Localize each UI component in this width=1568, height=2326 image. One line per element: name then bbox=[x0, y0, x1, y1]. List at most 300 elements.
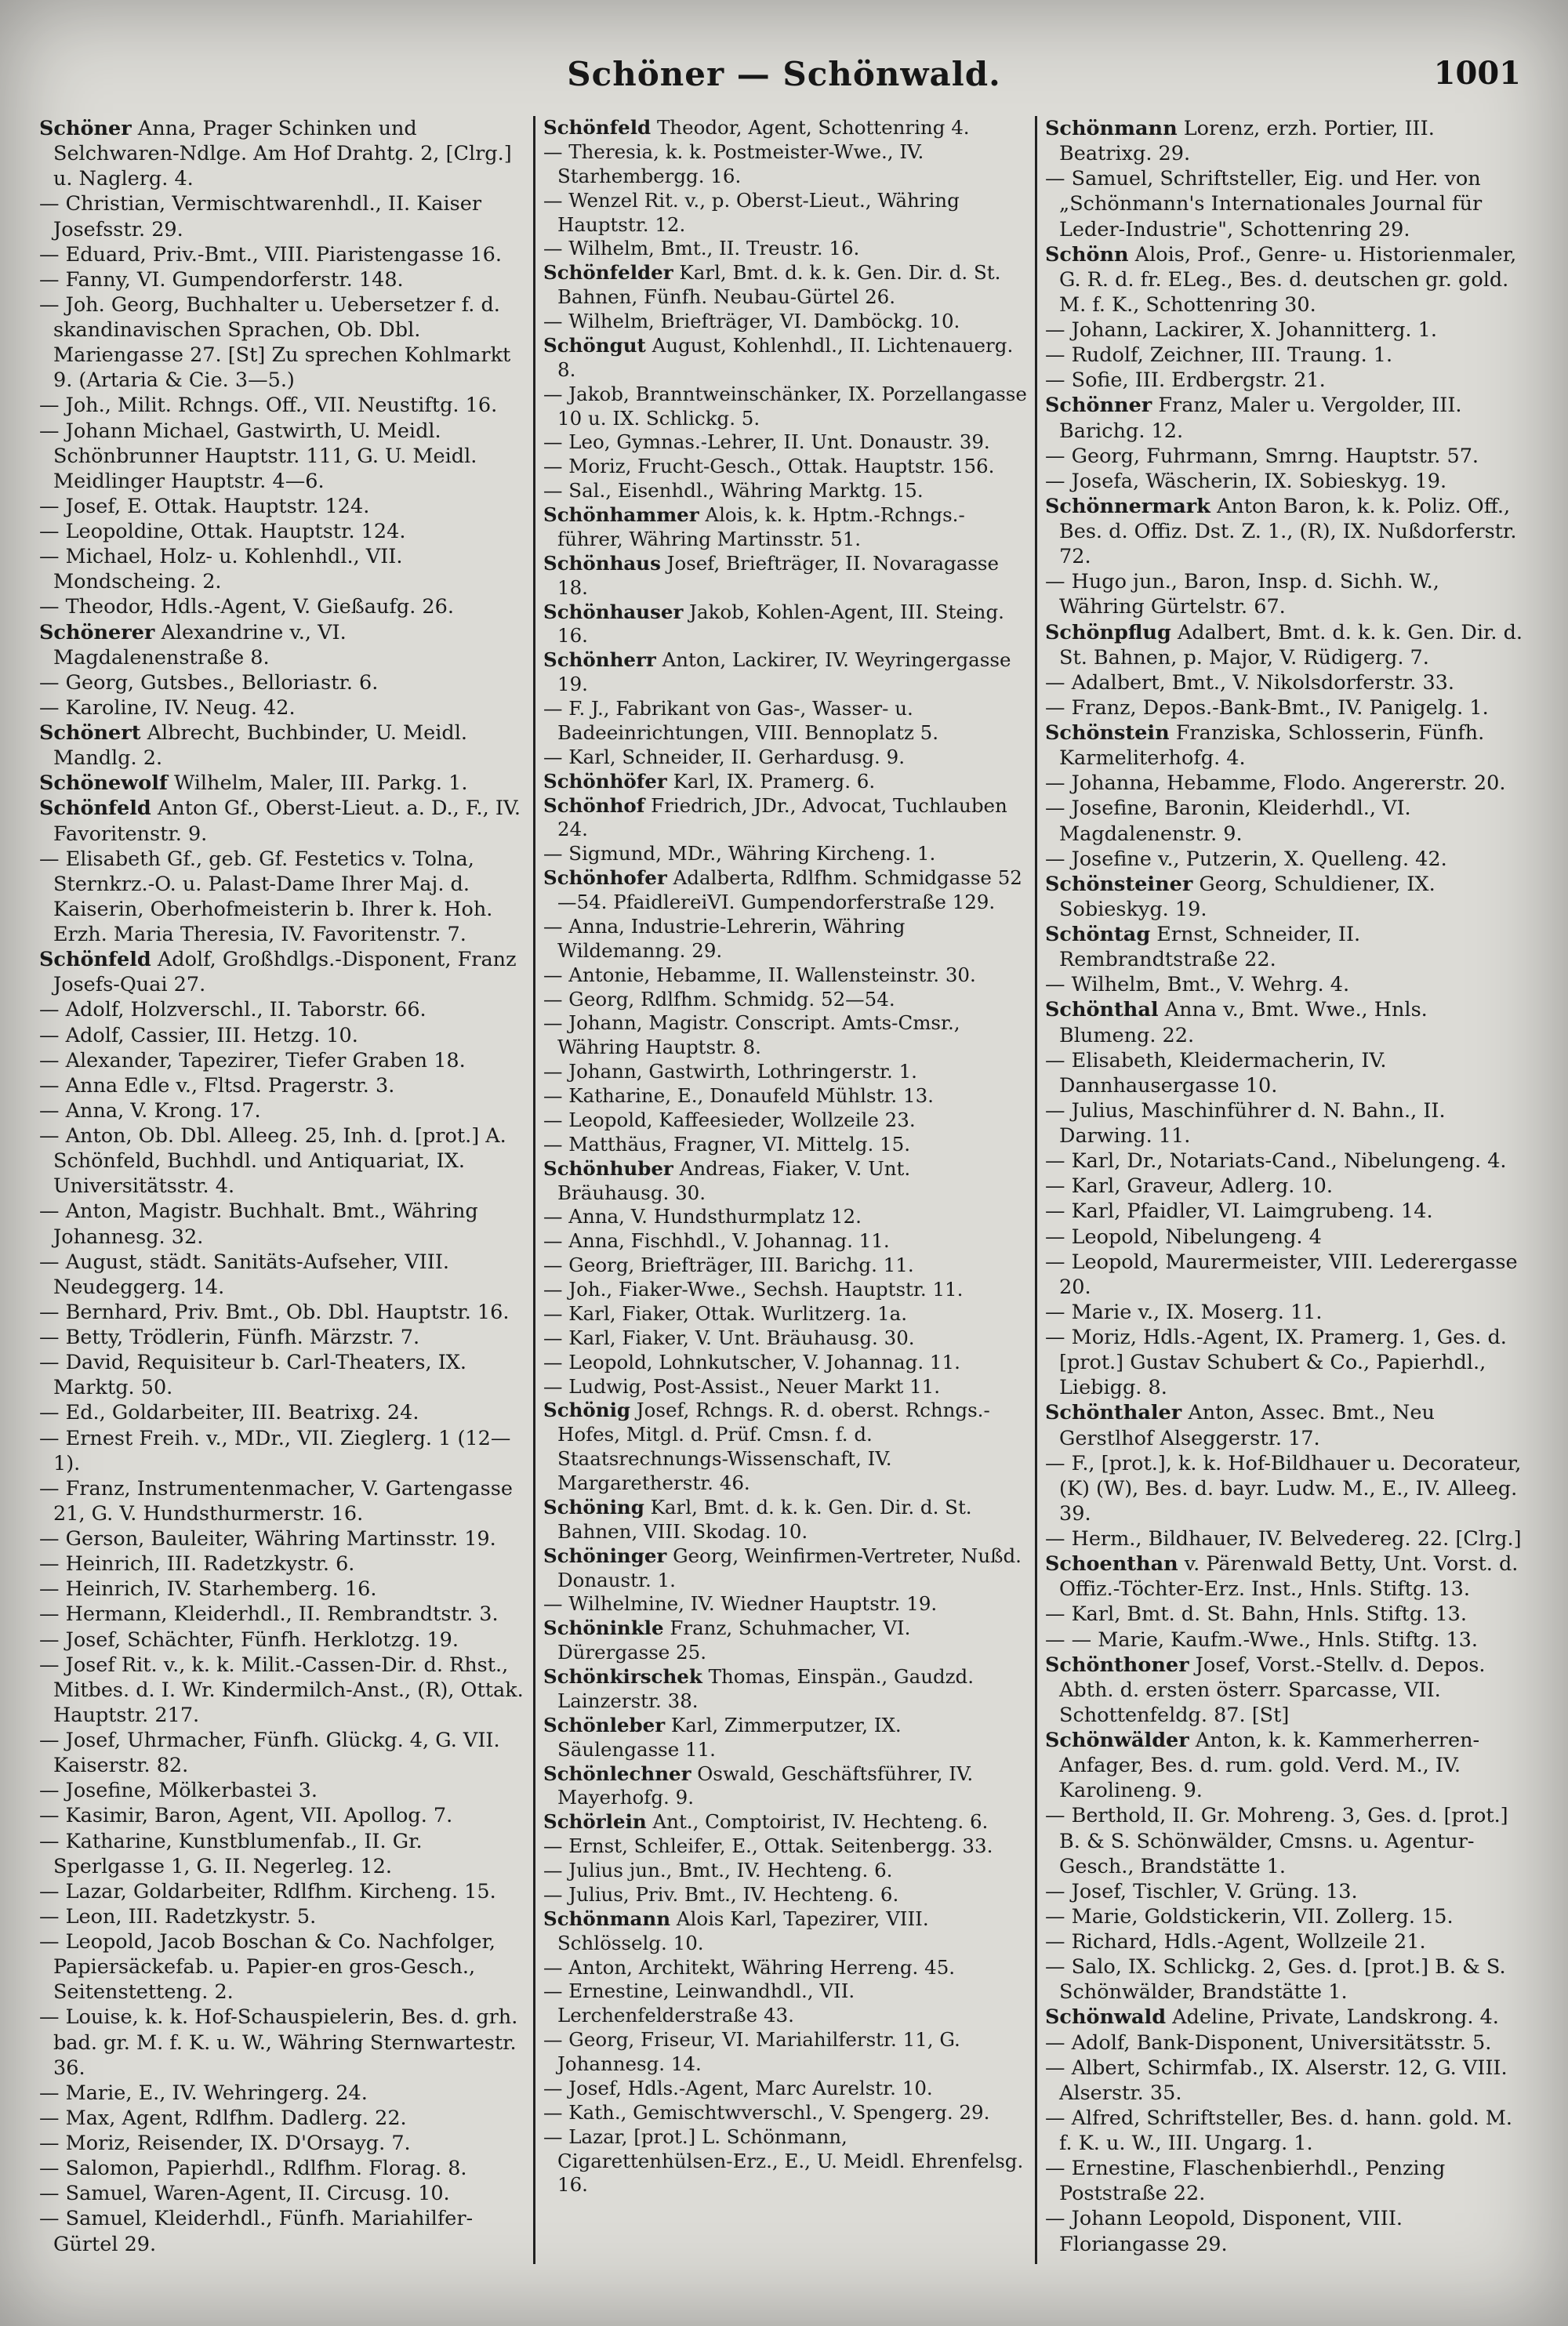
directory-entry bbox=[543, 1907, 1027, 1956]
entry-details: — Franz, Depos.-Bank-Bmt., IV. Panigelg. 1. bbox=[1045, 695, 1489, 720]
entry-surname: Schöninger bbox=[543, 1544, 667, 1567]
entry-surname: Schönhof bbox=[543, 793, 645, 817]
entry-details: Anton Baron, k. k. Poliz. Off., Bes. d. Offiz. Dst. Z. 1., (R), IX. Nußdorferstr. 72. bbox=[1059, 494, 1517, 569]
entry-details: — Kasimir, Baron, Agent, VII. Apollog. 7. bbox=[39, 1804, 453, 1828]
entry-details: Josef, Vorst.-Stellv. d. Depos. Abth. d. ersten österr. Sparcasse, VII. Schottenfeldg. 87. [St] bbox=[1059, 1653, 1486, 1727]
entry-surname: Schönfelder bbox=[543, 261, 673, 285]
entry-details: — Samuel, Kleiderhdl., Fünfh. Mariahilfer-Gürtel 29. bbox=[39, 2207, 474, 2256]
entry-details: — Anna Edle v., Fltsd. Pragerstr. 3. bbox=[39, 1073, 395, 1098]
directory-entry bbox=[1045, 469, 1529, 494]
entry-details: — Herm., Bildhauer, IV. Belvedereg. 22. [Clrg.] bbox=[1045, 1527, 1522, 1551]
directory-entry bbox=[1045, 771, 1529, 796]
directory-entry bbox=[1045, 1325, 1529, 1400]
entry-details: Lorenz, erzh. Portier, III. Beatrixg. 29. bbox=[1059, 117, 1435, 166]
entry-surname: Schönhuber bbox=[543, 1156, 673, 1180]
entry-surname: Schönwald bbox=[1045, 2005, 1167, 2030]
directory-entry bbox=[543, 1883, 1027, 1907]
entry-details: Theodor, Agent, Schottenring 4. bbox=[651, 116, 970, 139]
entry-details: — Julius jun., Bmt., IV. Hechteng. 6. bbox=[543, 1859, 893, 1881]
directory-entry bbox=[39, 1325, 525, 1350]
entry-details: — Wilhelm, Bmt., V. Wehrg. 4. bbox=[1045, 973, 1350, 997]
entry-details: — Salomon, Papierhdl., Rdlfhm. Florag. 8. bbox=[39, 2157, 467, 2181]
directory-entry bbox=[1045, 1904, 1529, 1929]
entry-details: — Kath., Gemischtwverschl., V. Spengerg. 29. bbox=[543, 2100, 990, 2124]
entry-details: Georg, Schuldiener, IX. Sobieskyg. 19. bbox=[1059, 872, 1436, 921]
entry-surname: Schönhöfer bbox=[543, 769, 667, 793]
entry-details: Alois Karl, Tapezirer, VIII. Schlösselg. 10. bbox=[557, 1907, 929, 1954]
entry-details: — Josef, Tischler, V. Grüng. 13. bbox=[1045, 1879, 1358, 1903]
entry-details: — Adolf, Bank-Disponent, Universitätsstr. 5. bbox=[1045, 2030, 1492, 2055]
directory-entry bbox=[543, 1351, 1027, 1375]
entry-surname: Schönn bbox=[1045, 242, 1129, 267]
entry-details: Oswald, Geschäftsführer, IV. Mayerhofg. 9. bbox=[557, 1762, 974, 1809]
directory-entry bbox=[1045, 997, 1529, 1047]
entry-surname: Schönthoner bbox=[1045, 1653, 1189, 1677]
directory-entry bbox=[39, 292, 525, 394]
directory-entry bbox=[1045, 1400, 1529, 1450]
directory-entry bbox=[1045, 620, 1529, 670]
directory-entry bbox=[1045, 2156, 1529, 2206]
entry-details: Anton, Assec. Bmt., Neu Gerstlhof Alseggerstr. 17. bbox=[1059, 1401, 1435, 1450]
entry-details: — Johann Michael, Gastwirth, U. Meidl. Schönbrunner Hauptstr. 111, G. U. Meidl. Meidlinger Hauptstr. 4—6. bbox=[39, 419, 477, 493]
directory-entry bbox=[39, 1803, 525, 1828]
directory-entry bbox=[39, 1199, 525, 1249]
directory-entry bbox=[39, 1526, 525, 1551]
entry-details: — Karl, Pfaidler, VI. Laimgrubeng. 14. bbox=[1045, 1199, 1433, 1224]
entry-details: Georg, Weinfirmen-Vertreter, Nußd. Donaustr. 1. bbox=[557, 1544, 1022, 1591]
entry-surname: Schönert bbox=[39, 721, 141, 745]
directory-entry bbox=[1045, 1954, 1529, 2005]
entry-details: — Leopold, Jacob Boschan & Co. Nachfolger, Papiersäckefab. u. Papier-en gros-Gesch., Seitenstetteng. 2. bbox=[39, 1930, 495, 2005]
entry-surname: Schöning bbox=[543, 1495, 644, 1519]
entry-surname: Schönpflug bbox=[1045, 620, 1171, 644]
entry-surname: Schöner bbox=[39, 117, 132, 140]
entry-details: — Wilhelm, Bmt., II. Treustr. 16. bbox=[543, 237, 860, 260]
entry-details: Karl, Zimmerputzer, IX. Säulengasse 11. bbox=[557, 1713, 902, 1761]
entry-details: — Theresia, k. k. Postmeister-Wwe., IV. Starhembergg. 16. bbox=[543, 140, 924, 187]
directory-entry bbox=[39, 1778, 525, 1803]
entry-details: Karl, Bmt. d. k. k. Gen. Dir. d. St. Bahnen, Fünfh. Neubau-Gürtel 26. bbox=[557, 261, 1001, 309]
directory-entry bbox=[1045, 1551, 1529, 1602]
entry-details: Thomas, Einspän., Gaudzd. Lainzerstr. 38. bbox=[557, 1665, 975, 1712]
directory-entry bbox=[1045, 695, 1529, 720]
entry-details: — Max, Agent, Rdlfhm. Dadlerg. 22. bbox=[39, 2106, 407, 2130]
entry-details: — Elisabeth, Kleidermacherin, IV. Dannhausergasse 10. bbox=[1045, 1048, 1387, 1098]
entry-details: Karl, IX. Pramerg. 6. bbox=[666, 769, 876, 793]
entry-details: — Georg, Gutsbes., Belloriastr. 6. bbox=[39, 670, 379, 695]
entry-details: — Joh., Milit. Rchngs. Off., VII. Neustiftg. 16. bbox=[39, 394, 498, 418]
directory-entry bbox=[39, 1879, 525, 1904]
entry-details: — Hermann, Kleiderhdl., II. Rembrandtstr. 3. bbox=[39, 1602, 499, 1627]
entry-details: — Georg, Rdlfhm. Schmidg. 52—54. bbox=[543, 987, 895, 1011]
entry-details: — Marie v., IX. Moserg. 11. bbox=[1045, 1300, 1323, 1324]
directory-entry bbox=[543, 1278, 1027, 1302]
directory-entry bbox=[39, 1929, 525, 2005]
directory-entry bbox=[543, 1859, 1027, 1883]
directory-entry bbox=[543, 1157, 1027, 1206]
entry-details: Karl, Bmt. d. k. k. Gen. Dir. d. St. Bahnen, VIII. Skodag. 10. bbox=[557, 1495, 972, 1543]
directory-entry bbox=[1045, 368, 1529, 393]
directory-entry bbox=[543, 503, 1027, 552]
entry-surname: Schöninkle bbox=[543, 1617, 664, 1640]
directory-entry bbox=[543, 1714, 1027, 1762]
entry-details: — Georg, Friseur, VI. Mariahilferstr. 11, G. Johannesg. 14. bbox=[543, 2028, 960, 2075]
entry-details: Anton, Lackirer, IV. Weyringergasse 19. bbox=[557, 648, 1011, 696]
directory-entry bbox=[1045, 569, 1529, 619]
directory-entry bbox=[1045, 2206, 1529, 2256]
entry-details: — Michael, Holz- u. Kohlenhdl., VII. Mondscheing. 2. bbox=[39, 545, 403, 594]
entry-details: — Wenzel Rit. v., p. Oberst-Lieut., Währing Hauptstr. 12. bbox=[543, 188, 960, 236]
directory-entry bbox=[543, 1205, 1027, 1229]
directory-entry bbox=[543, 601, 1027, 649]
directory-entry bbox=[543, 1375, 1027, 1399]
entry-surname: Schönmann bbox=[543, 1907, 671, 1930]
entry-details: — Karl, Fiaker, Ottak. Wurlitzerg. 1a. bbox=[543, 1301, 908, 1325]
entry-details: — Berthold, II. Gr. Mohreng. 3, Ges. d. [prot.] B. & S. Schönwälder, Cmsns. u. Agentur-Gesch., Brandstätte 1. bbox=[1045, 1804, 1508, 1878]
entry-details: Anna, Prager Schinken und Selchwaren-Ndlge. Am Hof Drahtg. 2, [Clrg.] u. Naglerg. 4. bbox=[53, 117, 512, 191]
columns bbox=[31, 116, 1537, 2264]
entry-details: — Marie, Goldstickerin, VII. Zollerg. 15. bbox=[1045, 1904, 1454, 1929]
directory-entry bbox=[1045, 972, 1529, 997]
entry-details: — Adolf, Cassier, III. Hetzg. 10. bbox=[39, 1023, 358, 1047]
directory-entry bbox=[1045, 494, 1529, 569]
directory-entry bbox=[543, 866, 1027, 915]
directory-entry bbox=[39, 2081, 525, 2106]
entry-details: — Anna, Fischhdl., V. Johannag. 11. bbox=[543, 1229, 890, 1253]
directory-entry bbox=[39, 1073, 525, 1098]
entry-details: Ant., Comptoirist, IV. Hechteng. 6. bbox=[646, 1810, 989, 1834]
directory-entry bbox=[543, 1254, 1027, 1278]
directory-entry bbox=[39, 242, 525, 267]
directory-entry bbox=[1045, 343, 1529, 368]
directory-entry bbox=[1045, 2056, 1529, 2106]
entry-details: Franziska, Schlosserin, Fünfh. Karmeliterhofg. 4. bbox=[1059, 721, 1485, 771]
entry-details: — Anton, Ob. Dbl. Alleeg. 25, Inh. d. [prot.] A. Schönfeld, Buchhdl. und Antiquariat, IX. Universitätsstr. 4. bbox=[39, 1124, 506, 1199]
directory-entry bbox=[39, 1904, 525, 1929]
directory-entry bbox=[543, 383, 1027, 431]
entry-details: Adolf, Großhdlgs.-Disponent, Franz Josefs-Quai 27. bbox=[53, 948, 517, 997]
directory-entry bbox=[1045, 796, 1529, 846]
entry-surname: Schönhofer bbox=[543, 866, 667, 890]
directory-entry bbox=[1045, 922, 1529, 972]
entry-details: — Josef, E. Ottak. Hauptstr. 124. bbox=[39, 494, 370, 518]
entry-details: — Josef, Schächter, Fünfh. Herklotzg. 19. bbox=[39, 1627, 459, 1652]
directory-entry bbox=[543, 915, 1027, 963]
entry-surname: Schönner bbox=[1045, 394, 1152, 418]
entry-details: — Samuel, Schriftsteller, Eig. und Her. von „Schönmann's Internationales Journal für Leder-Industrie", Schottenring 29. bbox=[1045, 167, 1483, 241]
entry-details: — Karoline, IV. Neug. 42. bbox=[39, 695, 296, 720]
directory-entry bbox=[1045, 1803, 1529, 1878]
entry-details: — F., [prot.], k. k. Hof-Bildhauer u. Decorateur, (K) (W), Bes. d. bayr. Ludw. M., E., IV. Alleeg. 39. bbox=[1045, 1451, 1522, 1526]
entry-details: — Josef, Uhrmacher, Fünfh. Glückg. 4, G. VII. Kaiserstr. 82. bbox=[39, 1729, 500, 1778]
entry-details: — Joh. Georg, Buchhalter u. Uebersetzer f. d. skandinavischen Sprachen, Ob. Dbl. Mariengasse 27. [St] Zu sprechen Kohlmarkt 9. (Artaria & Cie. 3—5.) bbox=[39, 292, 511, 393]
entry-details: Ernst, Schneider, II. Rembrandtstraße 22. bbox=[1059, 923, 1361, 972]
entry-details: Franz, Schuhmacher, VI. Dürergasse 25. bbox=[557, 1617, 911, 1664]
entry-details: — F. J., Fabrikant von Gas-, Wasser- u. Badeeinrichtungen, VIII. Bennoplatz 5. bbox=[543, 697, 939, 744]
entry-surname: Schöntag bbox=[1045, 923, 1151, 946]
directory-entry bbox=[543, 1399, 1027, 1496]
entry-details: — Katharine, Kunstblumenfab., II. Gr. Sperlgasse 1, G. II. Negerleg. 12. bbox=[39, 1829, 423, 1878]
entry-details: — Eduard, Priv.-Bmt., VIII. Piaristengasse 16. bbox=[39, 242, 502, 267]
entry-details: — Leopold, Maurermeister, VIII. Lederergasse 20. bbox=[1045, 1250, 1518, 1299]
directory-entry bbox=[39, 1300, 525, 1325]
directory-entry bbox=[1045, 393, 1529, 443]
entry-details: — Ed., Goldarbeiter, III. Beatrixg. 24. bbox=[39, 1401, 419, 1425]
entry-details: — Moriz, Hdls.-Agent, IX. Pramerg. 1, Ges. d. [prot.] Gustav Schubert & Co., Papierhdl., Liebigg. 8. bbox=[1045, 1326, 1507, 1400]
entry-details: — Johann, Gastwirth, Lothringerstr. 1. bbox=[543, 1060, 917, 1083]
directory-entry bbox=[1045, 1174, 1529, 1199]
page-number: 1001 bbox=[1433, 55, 1521, 92]
entry-surname: Schönerer bbox=[39, 620, 155, 644]
entry-details: — Sofie, III. Erdbergstr. 21. bbox=[1045, 368, 1326, 393]
directory-entry bbox=[543, 140, 1027, 189]
directory-entry bbox=[543, 1302, 1027, 1326]
entry-details: — Johann, Lackirer, X. Johannitterg. 1. bbox=[1045, 318, 1437, 342]
entry-details: Jakob, Kohlen-Agent, III. Steing. 16. bbox=[557, 600, 1004, 648]
directory-entry bbox=[543, 334, 1027, 383]
entry-details: — Antonie, Hebamme, II. Wallensteinstr. 30. bbox=[543, 963, 976, 986]
directory-entry bbox=[39, 1602, 525, 1627]
entry-details: — Georg, Fuhrmann, Smrng. Hauptstr. 57. bbox=[1045, 444, 1479, 468]
entry-details: — Franz, Instrumentenmacher, V. Gartengasse 21, G. V. Hundsthurmerstr. 16. bbox=[39, 1476, 513, 1526]
entry-details: — Leopold, Lohnkutscher, V. Johannag. 11. bbox=[543, 1350, 960, 1373]
directory-entry bbox=[1045, 2005, 1529, 2030]
directory-entry bbox=[543, 697, 1027, 746]
entry-surname: Schönthal bbox=[1045, 998, 1159, 1022]
entry-details: — Rudolf, Zeichner, III. Traung. 1. bbox=[1045, 343, 1393, 368]
entry-details: — Leopold, Kaffeesieder, Wollzeile 23. bbox=[543, 1108, 916, 1131]
entry-details: — Louise, k. k. Hof-Schauspielerin, Bes. d. grh. bad. gr. M. f. K. u. W., Währing Sternwartestr. 36. bbox=[39, 2005, 518, 2080]
directory-entry bbox=[1045, 1225, 1529, 1250]
entry-details: — Josefine, Baronin, Kleiderhdl., VI. Magdalenenstr. 9. bbox=[1045, 797, 1411, 846]
directory-entry bbox=[1045, 847, 1529, 872]
page-header bbox=[31, 55, 1537, 102]
directory-entry bbox=[39, 1627, 525, 1653]
directory-entry bbox=[543, 1496, 1027, 1544]
directory-entry bbox=[1045, 2106, 1529, 2156]
entry-details: — Bernhard, Priv. Bmt., Ob. Dbl. Hauptstr. 16. bbox=[39, 1300, 510, 1324]
directory-entry bbox=[39, 2206, 525, 2256]
directory-entry bbox=[39, 796, 525, 846]
directory-entry bbox=[1045, 1451, 1529, 1526]
entry-surname: Schönewolf bbox=[39, 771, 168, 796]
entry-surname: Schönleber bbox=[543, 1713, 666, 1736]
entry-details: — Ernestine, Leinwandhdl., VII. Lerchenfelderstraße 43. bbox=[543, 1979, 855, 2027]
entry-details: — Karl, Fiaker, V. Unt. Bräuhausg. 30. bbox=[543, 1326, 915, 1349]
directory-entry bbox=[543, 310, 1027, 334]
entry-details: — Julius, Maschinführer d. N. Bahn., II. Darwing. 11. bbox=[1045, 1098, 1446, 1148]
entry-details: — Hugo jun., Baron, Insp. d. Sichh. W., Währing Gürtelstr. 67. bbox=[1045, 570, 1439, 619]
directory-entry bbox=[543, 794, 1027, 843]
directory-entry bbox=[1045, 1199, 1529, 1224]
directory-entry bbox=[543, 2077, 1027, 2101]
directory-entry bbox=[543, 2101, 1027, 2125]
entry-details: — Moriz, Frucht-Gesch., Ottak. Hauptstr. 156. bbox=[543, 455, 995, 478]
entry-details: — Julius, Priv. Bmt., IV. Hechteng. 6. bbox=[543, 1882, 899, 1906]
directory-entry bbox=[543, 1084, 1027, 1109]
entry-details: — Anna, V. Hundsthurmplatz 12. bbox=[543, 1205, 862, 1228]
directory-entry bbox=[543, 1229, 1027, 1254]
entry-details: — Josefa, Wäscherin, IX. Sobieskyg. 19. bbox=[1045, 469, 1447, 493]
directory-entry bbox=[543, 1109, 1027, 1133]
directory-entry bbox=[1045, 1300, 1529, 1325]
entry-details: — Albert, Schirmfab., IX. Alserstr. 12, G. VIII. Alserstr. 35. bbox=[1045, 2056, 1508, 2105]
entry-surname: Schönherr bbox=[543, 648, 656, 672]
entry-details: — Moriz, Reisender, IX. D'Orsayg. 7. bbox=[39, 2132, 411, 2155]
entry-details: — Adolf, Holzverschl., II. Taborstr. 66. bbox=[39, 998, 426, 1022]
entry-surname: Schönlechner bbox=[543, 1762, 691, 1785]
entry-details: — August, städt. Sanitäts-Aufseher, VIII. Neudeggerg. 14. bbox=[39, 1250, 450, 1299]
directory-entry bbox=[1045, 1602, 1529, 1627]
entry-details: Friedrich, JDr., Advocat, Tuchlauben 24. bbox=[557, 793, 1007, 841]
entry-details: — Joh., Fiaker-Wwe., Sechsh. Hauptstr. 11. bbox=[543, 1278, 964, 1301]
directory-entry bbox=[543, 1592, 1027, 1617]
directory-entry bbox=[1045, 2030, 1529, 2056]
directory-entry bbox=[39, 393, 525, 418]
directory-entry bbox=[543, 963, 1027, 988]
directory-entry bbox=[543, 1979, 1027, 2028]
entry-details: — Ernestine, Flaschenbierhdl., Penzing Poststraße 22. bbox=[1045, 2157, 1446, 2206]
directory-entry bbox=[1045, 318, 1529, 343]
directory-entry bbox=[39, 2131, 525, 2156]
directory-entry bbox=[39, 494, 525, 519]
directory-entry bbox=[543, 842, 1027, 866]
entry-details: — — Marie, Kaufm.-Wwe., Hnls. Stiftg. 13. bbox=[1045, 1627, 1478, 1652]
directory-entry bbox=[543, 1956, 1027, 1980]
entry-details: — Anna, Industrie-Lehrerin, Währing Wildemanng. 29. bbox=[543, 914, 906, 962]
directory-entry bbox=[543, 1810, 1027, 1834]
entry-details: — Sal., Eisenhdl., Währing Marktg. 15. bbox=[543, 479, 924, 503]
directory-entry bbox=[543, 455, 1027, 479]
entry-surname: Schönwälder bbox=[1045, 1729, 1189, 1752]
entry-details: — Karl, Graveur, Adlerg. 10. bbox=[1045, 1174, 1333, 1199]
entry-surname: Schönthaler bbox=[1045, 1401, 1182, 1425]
directory-entry bbox=[39, 771, 525, 796]
directory-entry bbox=[39, 1653, 525, 1728]
entry-details: — Georg, Briefträger, III. Barichg. 11. bbox=[543, 1254, 914, 1277]
directory-entry bbox=[39, 519, 525, 544]
entry-details: v. Pärenwald Betty, Unt. Vorst. d. Offiz.-Töchter-Erz. Inst., Hnls. Stiftg. 13. bbox=[1059, 1552, 1519, 1602]
directory-entry bbox=[39, 1476, 525, 1526]
entry-details: — Lazar, [prot.] L. Schönmann, Cigarettenhülsen-Erz., E., U. Meidl. Ehrenfelsg. 16. bbox=[543, 2125, 1024, 2197]
directory-entry bbox=[39, 191, 525, 241]
directory-entry bbox=[39, 1728, 525, 1778]
directory-entry bbox=[543, 2028, 1027, 2077]
directory-entry bbox=[39, 670, 525, 695]
directory-entry bbox=[543, 648, 1027, 697]
entry-details: — Adalbert, Bmt., V. Nikolsdorferstr. 33. bbox=[1045, 670, 1455, 695]
entry-details: Adalbert, Bmt. d. k. k. Gen. Dir. d. St. Bahnen, p. Major, V. Rüdigerg. 7. bbox=[1059, 620, 1523, 669]
entry-surname: Schönhauser bbox=[543, 600, 684, 623]
directory-entry bbox=[1045, 1526, 1529, 1551]
directory-entry bbox=[1045, 1728, 1529, 1803]
directory-entry bbox=[543, 552, 1027, 601]
entry-details: — Karl, Bmt. d. St. Bahn, Hnls. Stiftg. 13. bbox=[1045, 1602, 1468, 1627]
entry-details: — Gerson, Bauleiter, Währing Martinsstr. 19. bbox=[39, 1527, 496, 1551]
entry-details: — Wilhelmine, IV. Wiedner Hauptstr. 19. bbox=[543, 1592, 938, 1616]
directory-entry bbox=[1045, 670, 1529, 695]
entry-surname: Schönmann bbox=[1045, 117, 1178, 140]
entry-details: — Johann Leopold, Disponent, VIII. Floriangasse 29. bbox=[1045, 2207, 1403, 2256]
directory-entry bbox=[543, 1326, 1027, 1351]
directory-entry bbox=[1045, 1148, 1529, 1174]
entry-details: — Wilhelm, Briefträger, VI. Damböckg. 10. bbox=[543, 310, 960, 332]
column-3 bbox=[1035, 116, 1537, 2264]
entry-details: — Heinrich, IV. Starhemberg. 16. bbox=[39, 1577, 377, 1602]
directory-entry bbox=[39, 267, 525, 292]
directory-entry bbox=[39, 2156, 525, 2181]
directory-entry bbox=[39, 544, 525, 594]
entry-surname: Schönfeld bbox=[543, 116, 652, 139]
entry-details: August, Kohlenhdl., II. Lichtenauerg. 8. bbox=[557, 333, 1014, 381]
entry-surname: Schönnermark bbox=[1045, 494, 1210, 518]
entry-details: — Ernest Freih. v., MDr., VII. Zieglerg. 1 (12—1). bbox=[39, 1426, 511, 1475]
directory-entry bbox=[39, 594, 525, 619]
entry-details: — Heinrich, III. Radetzkystr. 6. bbox=[39, 1552, 355, 1577]
entry-details: Anna v., Bmt. Wwe., Hnls. Blumeng. 22. bbox=[1059, 998, 1428, 1047]
entry-details: — Karl, Schneider, II. Gerhardusg. 9. bbox=[543, 745, 905, 768]
directory-entry bbox=[1045, 720, 1529, 771]
entry-surname: Schoenthan bbox=[1045, 1552, 1178, 1577]
entry-details: — Samuel, Waren-Agent, II. Circusg. 10. bbox=[39, 2182, 450, 2206]
entry-details: — Josefine v., Putzerin, X. Quelleng. 42. bbox=[1045, 847, 1447, 871]
directory-entry bbox=[543, 1133, 1027, 1157]
entry-details: — Salo, IX. Schlickg. 2, Ges. d. [prot.] B. & S. Schönwälder, Brandstätte 1. bbox=[1045, 1955, 1506, 2005]
entry-details: — Ludwig, Post-Assist., Neuer Markt 11. bbox=[543, 1374, 941, 1398]
entry-surname: Schönstein bbox=[1045, 721, 1170, 745]
directory-entry bbox=[543, 746, 1027, 770]
entry-details: — Leopold, Nibelungeng. 4 bbox=[1045, 1225, 1322, 1249]
directory-entry bbox=[1045, 242, 1529, 318]
entry-details: — Karl, Dr., Notariats-Cand., Nibelungeng. 4. bbox=[1045, 1149, 1507, 1174]
directory-entry bbox=[1045, 1653, 1529, 1728]
directory-entry bbox=[543, 189, 1027, 238]
directory-entry bbox=[543, 261, 1027, 310]
entry-details: — Anton, Architekt, Währing Herreng. 45. bbox=[543, 1955, 956, 1979]
entry-surname: Schönfeld bbox=[39, 797, 151, 821]
directory-entry bbox=[39, 1577, 525, 1602]
directory-entry bbox=[543, 770, 1027, 794]
entry-details: Josef, Rchngs. R. d. oberst. Rchngs.-Hofes, Mitgl. d. Prüf. Cmsn. f. d. Staatsrechnungs-Wissenschaft, IV. Margaretherstr. 46. bbox=[557, 1399, 990, 1494]
entry-details: — Marie, E., IV. Wehringerg. 24. bbox=[39, 2081, 368, 2105]
entry-details: — Josef Rit. v., k. k. Milit.-Cassen-Dir. d. Rhst., Mitbes. d. I. Wr. Kindermilch-Anst., (R), Ottak. Hauptstr. 217. bbox=[39, 1653, 524, 1727]
directory-entry bbox=[39, 2106, 525, 2131]
entry-details: — Matthäus, Fragner, VI. Mittelg. 15. bbox=[543, 1132, 910, 1156]
entry-details: Adalberta, Rdlfhm. Schmidgasse 52—54. PfaidlereiVI. Gumpendorferstraße 129. bbox=[557, 866, 1022, 913]
directory-entry bbox=[39, 997, 525, 1022]
directory-entry bbox=[543, 237, 1027, 261]
entry-surname: Schönhaus bbox=[543, 551, 661, 575]
entry-surname: Schönfeld bbox=[39, 948, 151, 972]
directory-entry bbox=[1045, 1250, 1529, 1300]
entry-details: — Johann, Magistr. Conscript. Amts-Cmsr., Währing Hauptstr. 8. bbox=[543, 1011, 960, 1059]
entry-details: Franz, Maler u. Vergolder, III. Barichg. 12. bbox=[1059, 394, 1462, 443]
entry-details: — Anton, Magistr. Buchhalt. Bmt., Währing Johannesg. 32. bbox=[39, 1199, 478, 1249]
entry-details: — Jakob, Branntweinschänker, IX. Porzellangasse 10 u. IX. Schlickg. 5. bbox=[543, 382, 1027, 430]
entry-surname: Schönkirschek bbox=[543, 1665, 702, 1688]
directory-entry bbox=[39, 116, 525, 191]
directory-entry bbox=[39, 419, 525, 494]
entry-details: Alois, k. k. Hptm.-Rchngs.-führer, Währing Martinsstr. 51. bbox=[557, 503, 965, 550]
directory-entry bbox=[1045, 166, 1529, 241]
directory-entry bbox=[39, 1123, 525, 1199]
entry-details: — Alexander, Tapezirer, Tiefer Graben 18. bbox=[39, 1048, 466, 1072]
entry-details: Wilhelm, Maler, III. Parkg. 1. bbox=[167, 771, 468, 796]
entry-details: — David, Requisiteur b. Carl-Theaters, IX. Marktg. 50. bbox=[39, 1351, 467, 1400]
directory-entry bbox=[39, 2005, 525, 2080]
directory-entry bbox=[1045, 872, 1529, 922]
entry-surname: Schönhammer bbox=[543, 503, 699, 526]
